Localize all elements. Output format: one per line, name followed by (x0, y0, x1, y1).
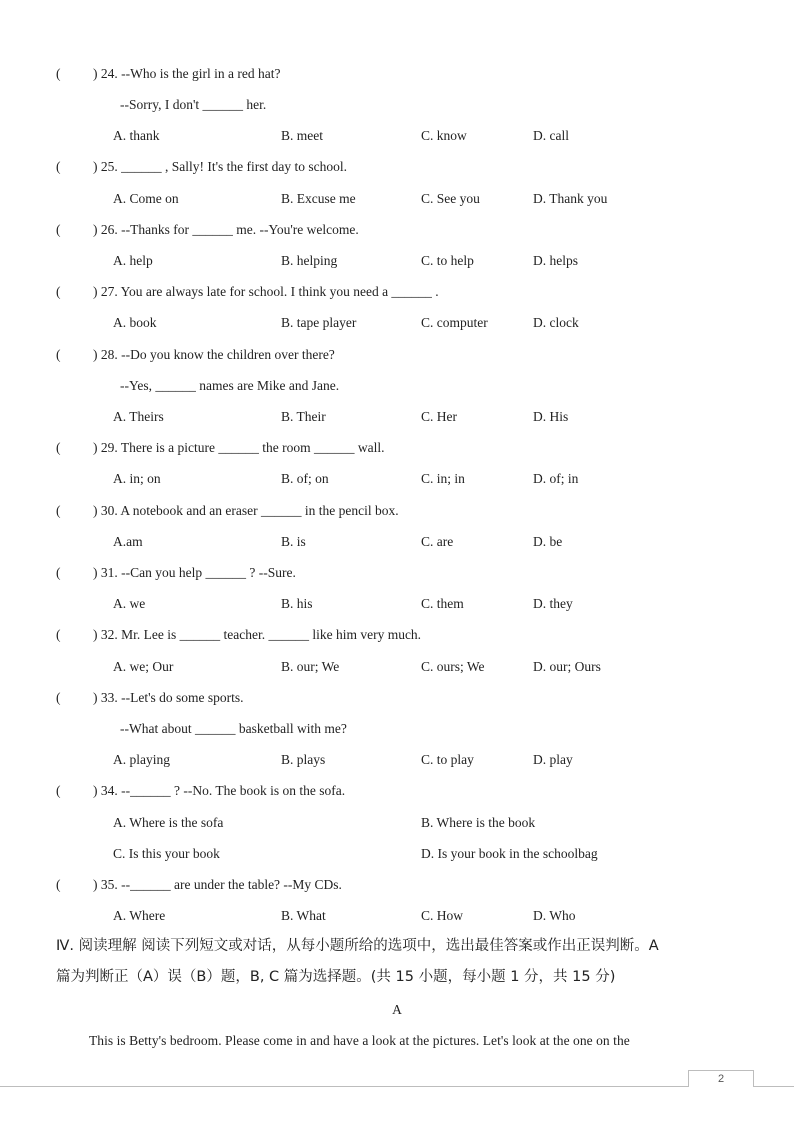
question-number-text: ) 25. ______ , Sally! It's the first day to school. (93, 159, 348, 174)
option-a: A. Come on (113, 191, 179, 206)
option-c: C. to help (421, 253, 474, 268)
answer-bracket: ( (56, 877, 61, 892)
option-c: C. Is this your book (113, 846, 220, 861)
option-c: C. are (421, 534, 454, 549)
option-b: B. What (281, 908, 326, 923)
option-b: B. is (281, 534, 306, 549)
option-b: B. tape player (281, 315, 357, 330)
question-number-text: ) 26. --Thanks for ______ me. --You're welcome. (93, 222, 359, 237)
option-c: C. know (421, 128, 467, 143)
question-number-text: ) 28. --Do you know the children over there? (93, 347, 335, 362)
section-heading-line-1: Ⅳ. 阅读理解 阅读下列短文或对话，从每小题所给的选项中，选出最佳答案或作出正误判断。A (56, 938, 659, 954)
option-b: B. of; on (281, 471, 329, 486)
footer-rule (0, 1086, 794, 1087)
option-d: D. His (533, 409, 569, 424)
option-a: A. we (113, 596, 146, 611)
option-c: C. See you (421, 191, 480, 206)
option-b: B. meet (281, 128, 323, 143)
answer-bracket: ( (56, 222, 61, 237)
option-d: D. play (533, 752, 573, 767)
option-c: C. computer (421, 315, 488, 330)
option-c: C. ours; We (421, 659, 485, 674)
option-d: D. they (533, 596, 573, 611)
option-a: A. in; on (113, 471, 161, 486)
option-b: B. Where is the book (421, 815, 536, 830)
option-a: A. playing (113, 752, 170, 767)
question-number-text: ) 32. Mr. Lee is ______ teacher. ______ like him very much. (93, 627, 422, 642)
option-a: A.am (113, 534, 143, 549)
passage-label: A (392, 1002, 402, 1017)
option-c: C. them (421, 596, 464, 611)
option-d: D. Who (533, 908, 576, 923)
question-number-text: ) 27. You are always late for school. I think you need a ______ . (93, 284, 439, 299)
question-number-text: ) 30. A notebook and an eraser ______ in the pencil box. (93, 503, 399, 518)
option-c: C. to play (421, 752, 474, 767)
answer-bracket: ( (56, 783, 61, 798)
answer-bracket: ( (56, 347, 61, 362)
question-number-text: ) 29. There is a picture ______ the room ______ wall. (93, 440, 385, 455)
option-a: A. book (113, 315, 157, 330)
question-number-text: ) 35. --______ are under the table? --My CDs. (93, 877, 342, 892)
answer-bracket: ( (56, 66, 61, 81)
option-d: D. call (533, 128, 569, 143)
option-a: A. help (113, 253, 153, 268)
option-d: D. be (533, 534, 563, 549)
option-d: D. of; in (533, 471, 579, 486)
question-number-text: ) 31. --Can you help ______ ? --Sure. (93, 565, 296, 580)
section-heading-line-2: 篇为判断正（A）误（B）题，B, C 篇为选择题。(共 15 小题，每小题 1 分，共 15 分) (56, 969, 616, 985)
answer-bracket: ( (56, 440, 61, 455)
question-text: --What about ______ basketball with me? (120, 721, 347, 736)
option-b: B. Excuse me (281, 191, 356, 206)
option-b: B. his (281, 596, 313, 611)
option-a: A. Where (113, 908, 166, 923)
option-d: D. helps (533, 253, 578, 268)
option-d: D. clock (533, 315, 579, 330)
answer-bracket: ( (56, 159, 61, 174)
question-text: --Yes, ______ names are Mike and Jane. (120, 378, 340, 393)
option-b: B. plays (281, 752, 326, 767)
answer-bracket: ( (56, 284, 61, 299)
answer-bracket: ( (56, 565, 61, 580)
option-a: A. thank (113, 128, 160, 143)
option-d: D. our; Ours (533, 659, 601, 674)
question-number-text: ) 34. --______ ? --No. The book is on the sofa. (93, 783, 346, 798)
option-a: A. Where is the sofa (113, 815, 224, 830)
answer-bracket: ( (56, 503, 61, 518)
option-d: D. Thank you (533, 191, 608, 206)
option-b: B. our; We (281, 659, 340, 674)
passage-text: This is Betty's bedroom. Please come in and have a look at the pictures. Let's look at the one on the (89, 1033, 630, 1048)
page-number: 2 (688, 1070, 754, 1087)
answer-bracket: ( (56, 690, 61, 705)
option-d: D. Is your book in the schoolbag (421, 846, 598, 861)
question-number-text: ) 33. --Let's do some sports. (93, 690, 244, 705)
option-c: C. Her (421, 409, 457, 424)
option-a: A. Theirs (113, 409, 164, 424)
question-number-text: ) 24. --Who is the girl in a red hat? (93, 66, 281, 81)
option-b: B. helping (281, 253, 338, 268)
option-a: A. we; Our (113, 659, 174, 674)
option-b: B. Their (281, 409, 326, 424)
option-c: C. How (421, 908, 464, 923)
option-c: C. in; in (421, 471, 465, 486)
question-text: --Sorry, I don't ______ her. (120, 97, 267, 112)
answer-bracket: ( (56, 627, 61, 642)
